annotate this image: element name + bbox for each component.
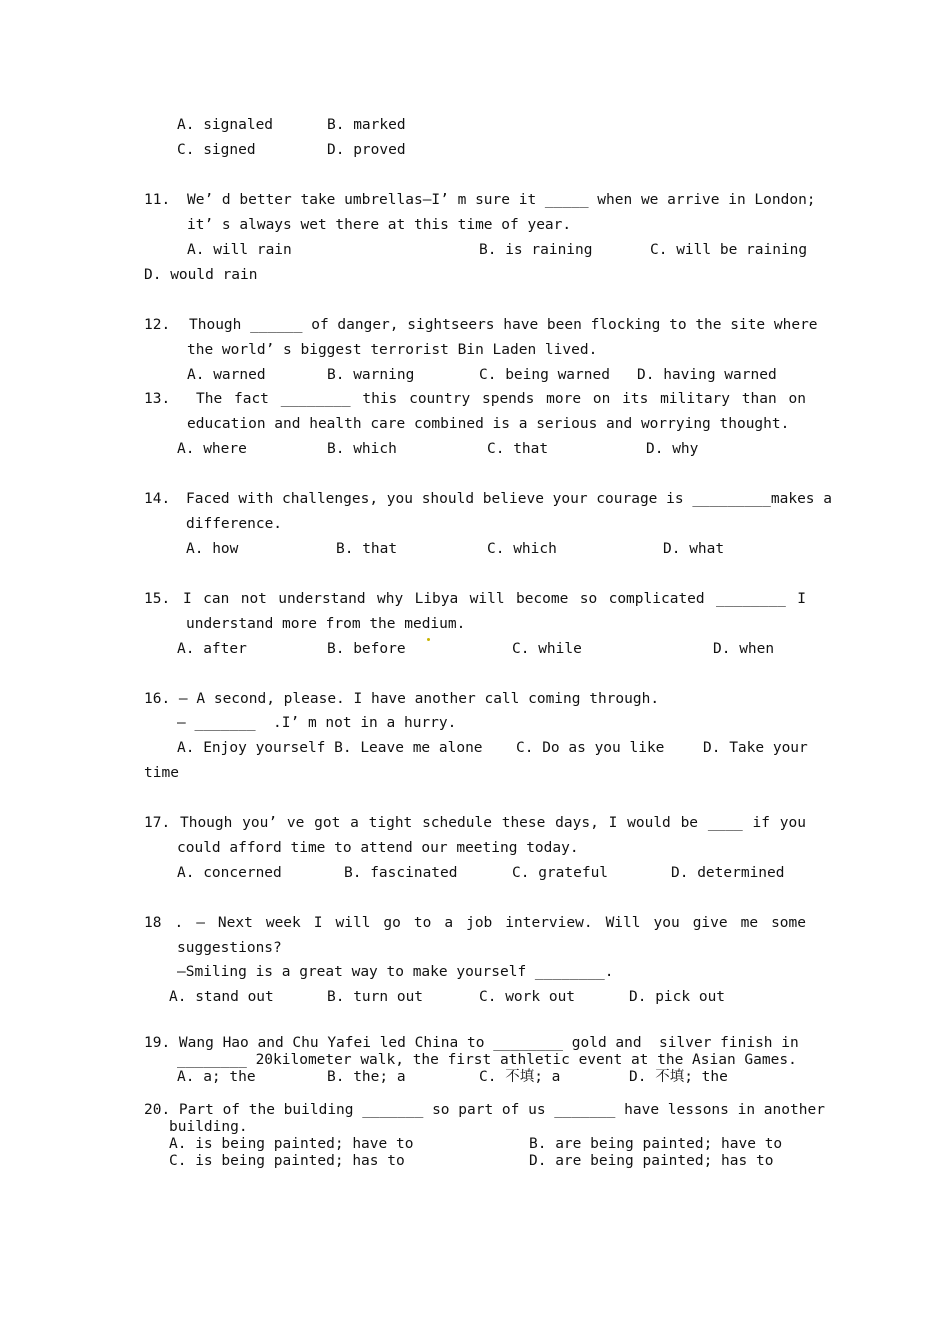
text-line: B. turn out (327, 989, 424, 1005)
text-line: could afford time to attend our meeting today. (177, 840, 579, 856)
text-line: 14. (144, 491, 171, 507)
text-line: A. how (186, 541, 239, 557)
text-line: A. where (177, 441, 247, 457)
text-line: C. grateful (512, 865, 609, 881)
text-line: B. marked (327, 117, 406, 133)
text-line: C. while (512, 641, 582, 657)
text-line: C. signed (177, 142, 256, 158)
text-line: C. Do as you like (516, 740, 665, 756)
text-line: D. 不填; the (629, 1069, 728, 1085)
text-line: A. a; the (177, 1069, 256, 1085)
text-line: C. that (487, 441, 549, 457)
text-line: 19. Wang Hao and Chu Yafei led China to ________ gold and silver finish in (144, 1035, 799, 1051)
text-line: 12. (144, 317, 171, 333)
text-line: A. warned (187, 367, 266, 383)
text-line: 16. — A second, please. I have another call coming through. (144, 691, 660, 707)
text-line: 13. (144, 391, 171, 407)
text-line: A. stand out (169, 989, 274, 1005)
text-line: A. signaled (177, 117, 274, 133)
text-line: 17. Though you’ ve got a tight schedule these days, I would be ____ if you (144, 815, 806, 831)
text-line: Faced with challenges, you should believe your courage is _________makes a (186, 491, 833, 507)
text-line: C. 不填; a (479, 1069, 561, 1085)
text-line: B. the; a (327, 1069, 406, 1085)
text-line: ________ 20kilometer walk, the first athletic event at the Asian Games. (177, 1052, 797, 1068)
text-line: B. are being painted; have to (529, 1136, 783, 1152)
text-line: time (144, 765, 179, 781)
text-line: B. warning (327, 367, 415, 383)
text-line: D. are being painted; has to (529, 1153, 774, 1169)
text-line: B. before (327, 641, 406, 657)
text-line: B. is raining (479, 242, 593, 258)
text-line: C. will be raining (650, 242, 808, 258)
text-line: 11. (144, 192, 171, 208)
text-line: D. when (713, 641, 775, 657)
text-line: The fact ________ this country spends more on its military than on (196, 391, 806, 407)
text-line: We’ d better take umbrellas—I’ m sure it _____ when we arrive in London; (187, 192, 816, 208)
text-line: C. being warned (479, 367, 610, 383)
text-line: suggestions? (177, 940, 282, 956)
text-line: D. what (663, 541, 725, 557)
text-line: it’ s always wet there at this time of year. (187, 217, 572, 233)
text-line: Though ______ of danger, sightseers have been flocking to the site where (189, 317, 818, 333)
stray-mark (427, 638, 430, 641)
text-line: D. proved (327, 142, 406, 158)
text-line: —Smiling is a great way to make yourself ________. (177, 964, 614, 980)
text-line: building. (169, 1119, 248, 1135)
text-line: the world’ s biggest terrorist Bin Laden lived. (187, 342, 598, 358)
text-line: A. will rain (187, 242, 292, 258)
text-line: A. Enjoy yourself B. Leave me alone (177, 740, 483, 756)
text-line: A. after (177, 641, 247, 657)
text-line: D. why (646, 441, 699, 457)
text-line: B. that (336, 541, 398, 557)
text-line: C. is being painted; has to (169, 1153, 405, 1169)
text-line: D. pick out (629, 989, 726, 1005)
text-line: 15. (144, 591, 171, 607)
text-line: 20. Part of the building _______ so part of us _______ have lessons in another (144, 1102, 825, 1118)
text-line: D. would rain (144, 267, 258, 283)
text-line: understand more from the medium. (186, 616, 466, 632)
text-line: D. Take your (703, 740, 808, 756)
text-line: B. fascinated (344, 865, 458, 881)
text-line: education and health care combined is a serious and worrying thought. (187, 416, 790, 432)
text-line: 18 . — Next week I will go to a job interview. Will you give me some (144, 915, 806, 931)
text-line: A. is being painted; have to (169, 1136, 414, 1152)
text-line: C. which (487, 541, 557, 557)
text-line: A. concerned (177, 865, 282, 881)
text-line: B. which (327, 441, 397, 457)
text-line: D. having warned (637, 367, 777, 383)
text-line: C. work out (479, 989, 576, 1005)
text-line: I can not understand why Libya will become so complicated ________ I (183, 591, 806, 607)
text-line: — _______ .I’ m not in a hurry. (177, 715, 457, 731)
text-line: D. determined (671, 865, 785, 881)
text-line: difference. (186, 516, 283, 532)
